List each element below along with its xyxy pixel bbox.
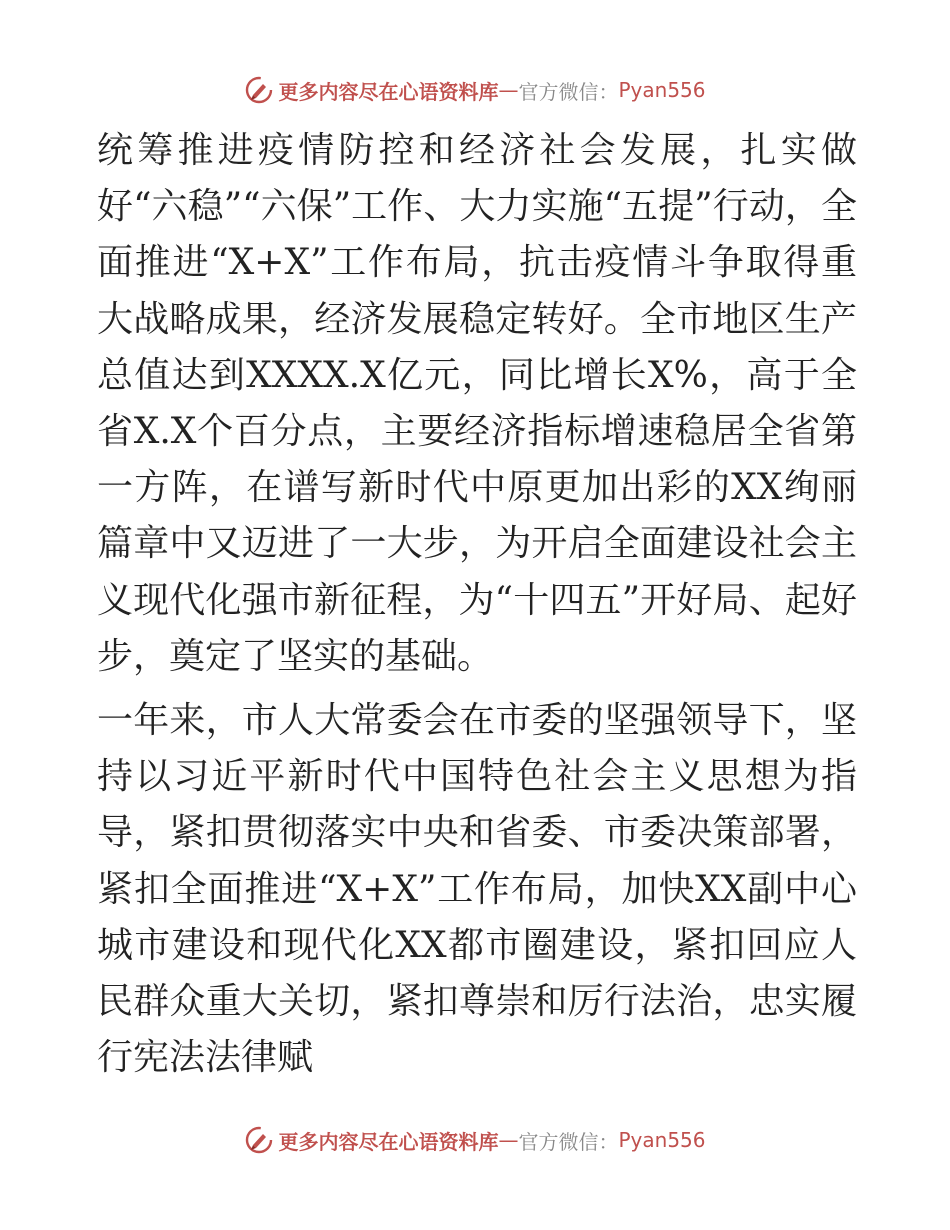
banner-wechat-label: 官方微信 <box>518 1129 599 1154</box>
banner-wechat-label: 官方微信 <box>518 79 599 104</box>
banner-dash: — <box>498 1128 519 1152</box>
document-body <box>97 123 857 1086</box>
pen-nib-logo-icon <box>244 1125 274 1155</box>
header-banner <box>0 72 950 108</box>
paragraph: 一年来，市人大常委会在市委的坚强领导下，坚持以习近平新时代中国特色社会主义思想为指导，紧扣贯彻落实中央和省委、市委决策部署，紧扣全面推进“X+X”工作布局，加快XX副中心城市建设和现代化XX都市圈建设，紧扣回应人民群众重大关切，紧扣尊崇和厉行法治，忠实履行宪法法律赋 <box>97 700 857 1079</box>
banner-wechat-id: Pyan556 <box>618 78 706 102</box>
banner-wechat-id: Pyan556 <box>618 1128 706 1152</box>
banner-slogan: 更多内容尽在心语资料库 <box>278 79 499 104</box>
footer-banner <box>0 1122 950 1158</box>
banner-separator: ： <box>598 1129 619 1154</box>
banner-slogan: 更多内容尽在心语资料库 <box>278 1129 499 1154</box>
banner-separator: ： <box>598 79 619 104</box>
banner-dash: — <box>498 78 519 102</box>
paragraph: 统筹推进疫情防控和经济社会发展，扎实做好“六稳”“六保”工作、大力实施“五提”行动，全面推进“X+X”工作布局，抗击疫情斗争取得重大战略成果，经济发展稳定转好。全市地区生产总值达到XXXX.X亿元，同比增长X%，高于全省X.X个百分点，主要经济指标增速稳居全省第一方阵，在谱写新时代中原更加出彩的XX绚丽篇章中又迈进了一大步，为开启全面建设社会主义现代化强市新征程，为“十四五”开好局、起好步，奠定了坚实的基础。 <box>97 130 857 677</box>
pen-nib-logo-icon <box>244 75 274 105</box>
